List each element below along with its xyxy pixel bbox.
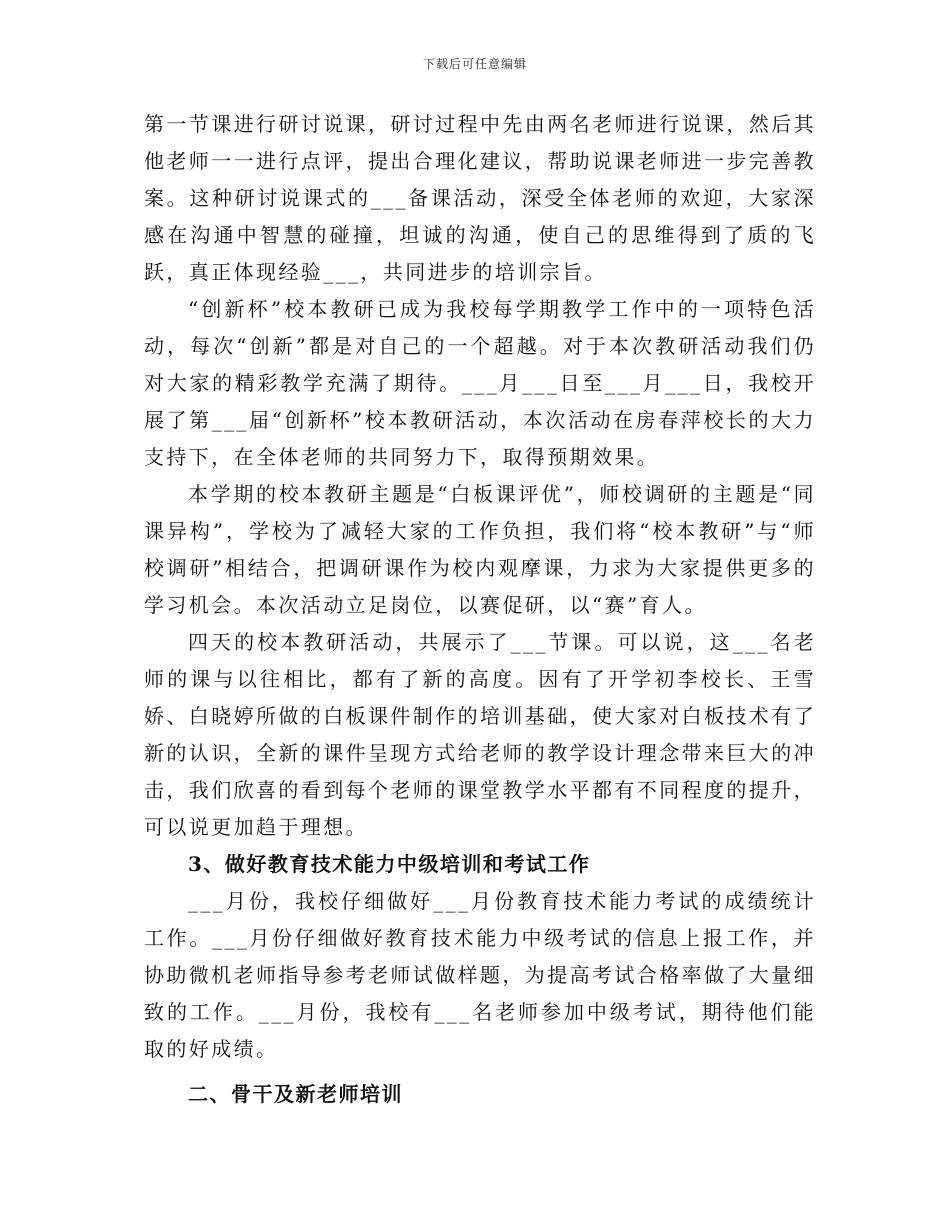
paragraph-four-days: 四天的校本教研活动，共展示了___节课。可以说，这___名老师的课与以往相比，都有了新的高度。因有了开学初李校长、王雪娇、白晓婷所做的白板课件制作的培训基础，使大家对白板技术有了新的认识，全新的课件呈现方式给老师的教学设计理念带来巨大的冲击，我们欣喜的看到每个老师的课堂教学水平都有不同程度的提升，可以说更加趋于理想。 bbox=[144, 630, 816, 839]
section-heading-3: 3、做好教育技术能力中级培训和考试工作 bbox=[188, 852, 591, 876]
paragraph-seminar: 第一节课进行研讨说课，研讨过程中先由两名老师进行说课，然后其他老师一一进行点评，提出合理化建议，帮助说课老师进一步完善教案。这种研讨说课式的___备课活动，深受全体老师的欢迎，大家深感在沟通中智慧的碰撞，坦诚的沟通，使自己的思维得到了质的飞跃，真正体现经验___，共同进步的培训宗旨。 bbox=[144, 112, 816, 284]
paragraph-innovation-cup: “创新杯”校本教研已成为我校每学期教学工作中的一项特色活动，每次“创新”都是对自己的一个超越。对于本次教研活动我们仍对大家的精彩教学充满了期待。___月___日至___月___日，我校开展了第___届“创新杯”校本教研活动，本次活动在房春萍校长的大力支持下，在全体老师的共同努力下，取得预期效果。 bbox=[144, 297, 816, 469]
section-heading-two: 二、骨干及新老师培训 bbox=[188, 1082, 403, 1106]
document-body bbox=[144, 106, 816, 1113]
paragraph-exam-work: ___月份，我校仔细做好___月份教育技术能力考试的成绩统计工作。___月份仔细做好教育技术能力中级考试的信息上报工作，并协助微机老师指导参考老师试做样题，为提高考试合格率做了大量细致的工作。___月份，我校有___名老师参加中级考试，期待他们能取的好成绩。 bbox=[144, 889, 816, 1061]
page-header: 下载后可任意编辑 bbox=[422, 57, 527, 71]
paragraph-research-theme: 本学期的校本教研主题是“白板课评优”，师校调研的主题是“同课异构”，学校为了减轻大家的工作负担，我们将“校本教研”与“师校调研”相结合，把调研课作为校内观摩课，力求为大家提供更多的学习机会。本次活动立足岗位，以赛促研，以“赛”育人。 bbox=[144, 482, 816, 617]
